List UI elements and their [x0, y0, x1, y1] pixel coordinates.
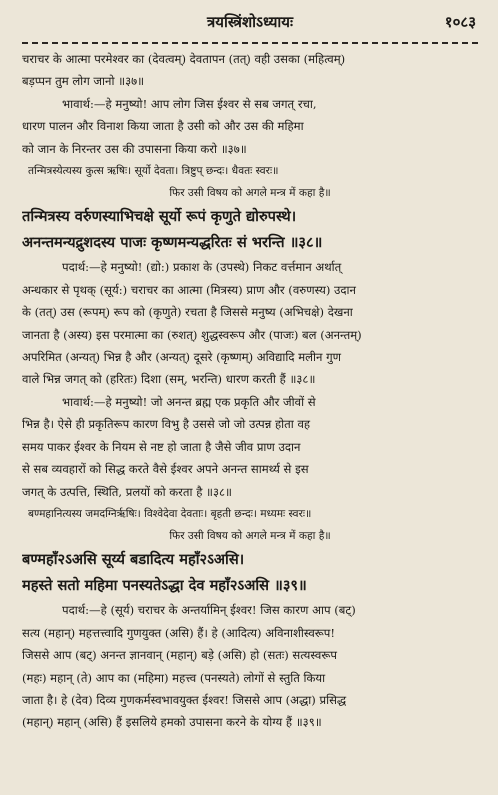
header-divider [22, 42, 478, 44]
text-line: सत्य (महान्) महत्तत्त्वादि गुणयुक्त (असि) हैं। हे (आदित्य) अविनाशीस्वरूप! [22, 625, 336, 640]
text-line: भिन्न है। ऐसे ही प्रकृतिरूप कारण विभु है उससे जो जो उत्पन्न होता वह [22, 417, 311, 432]
text-line: जगत् के उत्पत्ति, स्थिति, प्रलयों को करता है ॥३८॥ [22, 484, 232, 499]
paragraph-start: पदार्थ:—हे मनुष्यो! (द्यो:) प्रकाश के (उपस्थे) निकट वर्त्तमान अर्थात् [62, 260, 342, 275]
text-line: जानता है (अस्य) इस परमात्मा का (रुशत्) शुद्धस्वरूप और (पाजः) बल (अनन्तम्) [22, 327, 362, 342]
paragraph-start: पदार्थ:—हे (सूर्य) चराचर के अन्तर्यामिन् ईश्वर! जिस कारण आप (बट्) [62, 603, 356, 618]
chapter-title: त्रयस्त्रिंशोऽध्यायः [206, 13, 294, 31]
mantra-verse: महस्ते सतो महिमा पनस्यतेऽद्धा देव महाँ२ऽअसि ॥३९॥ [22, 577, 307, 595]
mantra-verse: अनन्तमन्यद्रुशदस्य पाजः कृष्णमन्यद्धरितः सं भरन्ति ॥३८॥ [22, 234, 323, 252]
text-line: से सब व्यवहारों को सिद्ध करते वैसे ईश्वर अपने अनन्त सामर्थ्य से इस [22, 462, 309, 477]
page-body [22, 48, 478, 734]
text-line: वाले भिन्न जगत् को (हरितः) दिशा (सम्, भरन्ति) धारण करती हैं ॥३८॥ [22, 372, 316, 387]
mantra-attribution: बण्महानित्यस्य जमदग्निर्ऋषिः। विश्वेदेवा देवताः। बृहती छन्दः। मध्यमः स्वरः॥ [28, 507, 312, 520]
text-line: समय पाकर ईश्वर के नियम से नष्ट हो जाता है जैसे जीव प्राण उदान [22, 439, 301, 454]
section-intro: फिर उसी विषय को अगले मन्त्र में कहा है॥ [169, 187, 331, 200]
section-intro: फिर उसी विषय को अगले मन्त्र में कहा है॥ [169, 530, 331, 543]
mantra-verse: तन्मित्रस्य वर्रुणस्याभिचक्षे सूर्यो रूपं कृणुते द्योरुपस्थे। [22, 208, 297, 226]
mantra-verse: बण्महाँ२ऽअसि सूर्य्य बडादित्य महाँ२ऽअसि। [22, 551, 245, 569]
text-line: को जान के निरन्तर उस की उपासना किया करो ॥३७॥ [22, 141, 247, 156]
paragraph-start: भावार्थ:—हे मनुष्यो! जो अनन्त ब्रह्म एक प्रकृति और जीवों से [62, 394, 316, 409]
text-line: अन्धकार से पृथक् (सूर्य:) चराचर का आत्मा (मित्रस्य) प्राण और (वरुणस्य) उदान [22, 282, 356, 297]
text-line: जाता है। हे (देव) दिव्य गुणकर्मस्वभावयुक्त ईश्वर! जिससे आप (अद्धा) प्रसिद्ध [22, 692, 347, 707]
text-line: अपरिमित (अन्यत्) भिन्न है और (अन्यत्) दूसरे (कृष्णम्) अविद्यादि मलीन गुण [22, 350, 342, 365]
text-line: बड़प्पन तुम लोग जानो ॥३७॥ [22, 74, 145, 89]
text-line: धारण पालन और विनाश किया जाता है उसी को और उस की महिमा [22, 119, 304, 134]
text-line: (महः) महान् (ते) आप का (महिमा) महत्त्व (पनस्यते) लोगों से स्तुति किया [22, 670, 326, 685]
text-line: के (तत्) उस (रूपम्) रूप को (कृणुते) रचता है जिससे मनुष्य (अभिचक्षे) देखना [22, 305, 353, 320]
text-line: (महान्) महान् (असि) हैं इसलिये हमको उपासना करने के योग्य हैं ॥३९॥ [22, 715, 322, 730]
page-number: १०८३ [444, 13, 476, 31]
text-line: जिससे आप (बट्) अनन्त ज्ञानवान् (महान्) बड़े (असि) हो (सतः) सत्यस्वरूप [22, 648, 337, 663]
mantra-attribution: तन्मित्रस्येत्यस्य कुत्स ऋषिः। सूर्यो देवता। त्रिष्टुप् छन्दः। धैवतः स्वरः॥ [28, 165, 279, 178]
text-line: चराचर के आत्मा परमेश्वर का (देवत्वम्) देवतापन (तत्) वही उसका (महित्वम्) [22, 52, 346, 66]
page-header [22, 8, 478, 38]
paragraph-start: भावार्थ:—हे मनुष्यो! आप लोग जिस ईश्वर से सब जगत् रचा, [62, 96, 317, 111]
